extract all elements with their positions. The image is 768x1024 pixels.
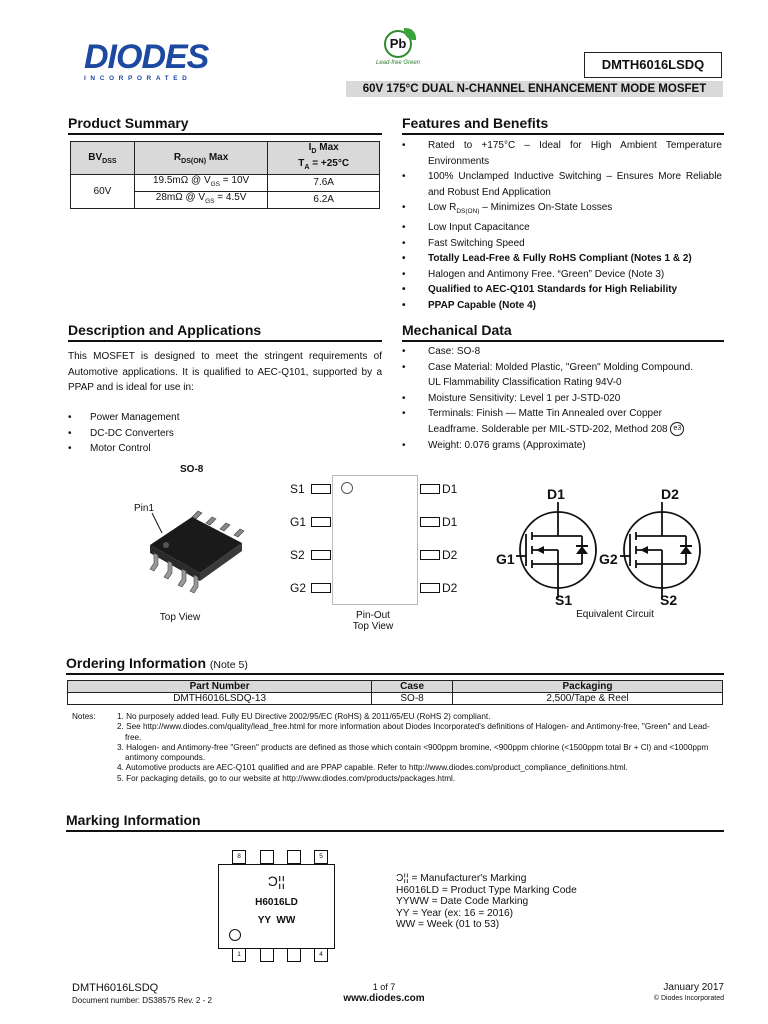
pin1-dot	[229, 929, 241, 941]
marking-line1: H6016LD	[255, 897, 298, 908]
legend-item: YYWW = Date Code Marking	[396, 896, 529, 907]
footer-date: January 2017	[663, 982, 724, 993]
pin-label-left: G2	[290, 581, 307, 595]
marking-pad: 1	[232, 948, 246, 962]
ordering-header: Packaging	[452, 681, 722, 693]
manufacturer-logo-mark: Ɔ¦¦	[267, 873, 286, 889]
lead-free-text: Lead-free Green	[375, 60, 421, 66]
pin-label-right: D1	[442, 515, 458, 529]
marking-pad: 4	[314, 948, 328, 962]
pin-label-left: G1	[290, 515, 307, 529]
note-item: 1. No purposely added lead. Fully EU Directive 2002/95/EC (RoHS) & 2011/65/EU (RoHS 2) compliant.	[117, 712, 491, 721]
e3-mark-icon: e3	[670, 422, 684, 436]
list-item: • 100% Unclamped Inductive Switching – Ensures More Reliable and Robust End Application	[402, 169, 722, 200]
list-item: • Motor Control	[68, 441, 382, 457]
legend-item: YY = Year (ex: 16 = 2016)	[396, 907, 514, 919]
ordering-cell: 2,500/Tape & Reel	[452, 693, 722, 705]
list-item: • Fast Switching Speed	[402, 236, 722, 252]
marking-pad	[287, 948, 301, 962]
pin1-label: Pin1	[134, 503, 155, 514]
notes-label: Notes:	[72, 712, 96, 721]
footer-url[interactable]: www.diodes.com	[343, 993, 425, 1004]
list-item: • Weight: 0.076 grams (Approximate)	[402, 438, 724, 454]
pin-pad	[420, 484, 440, 494]
logo-text: DIODES	[84, 38, 209, 76]
marking-chip	[218, 864, 335, 949]
ordering-title: Ordering Information (Note 5)	[66, 655, 724, 675]
list-item: • Case: SO-8	[402, 344, 724, 360]
marking-pad: 5	[314, 850, 328, 864]
circuit-label-s1: S1	[555, 592, 573, 608]
description-title: Description and Applications	[68, 322, 382, 342]
pin-label-right: D1	[442, 482, 458, 496]
list-item: • Qualified to AEC-Q101 Standards for High Reliability	[402, 282, 722, 298]
description-text: This MOSFET is designed to meet the stringent requirements of Automotive applications. It is qualified to AEC-Q101, supported by a PPAP and is ideal for use in:	[68, 351, 382, 393]
part-number-box: DMTH6016LSDQ	[584, 52, 722, 78]
bvdss-value: 60V	[71, 175, 135, 209]
circuit-label-d2: D2	[661, 486, 679, 502]
id-value: 6.2A	[268, 192, 380, 209]
table-row	[68, 693, 723, 705]
bvdss-header: $BV_{DSS}$	[71, 142, 135, 175]
pin-pad	[311, 550, 331, 560]
notes-list	[117, 712, 723, 784]
footer-doc-number: Document number: DS38575 Rev. 2 - 2	[72, 996, 212, 1005]
pin-label-left: S1	[290, 482, 305, 496]
marking-line2: YY WW	[257, 915, 296, 926]
applications-list	[68, 410, 382, 457]
rdson-value: 19.5mΩ @ $V_{GS} = 10V$	[134, 175, 268, 192]
marking-legend	[396, 873, 696, 931]
product-summary-table	[70, 141, 380, 209]
legend-item: WW = Week (01 to 53)	[396, 919, 500, 930]
ordering-cell: SO-8	[372, 693, 453, 705]
id-header: $I_D$ Max $T_A = +25^\circ C$	[268, 142, 380, 175]
circuit-label-s2: S2	[660, 592, 678, 608]
note-item: 2. See http://www.diodes.com/quality/lead_free.html for more information about Diodes Incorporated's definitions of Halogen- and Antimony-free, "Green" and Lead-free.	[117, 722, 710, 742]
mechanical-list	[402, 344, 724, 453]
legend-item: Ɔ¦¦ = Manufacturer's Marking	[396, 873, 527, 884]
pin-pad	[311, 517, 331, 527]
lead-free-icon: Pb	[384, 30, 412, 58]
id-value: 7.6A	[268, 175, 380, 192]
pin-pad	[311, 484, 331, 494]
document-subtitle: 60V 175°C DUAL N-CHANNEL ENHANCEMENT MODE MOSFET	[346, 81, 723, 97]
list-item: • DC-DC Converters	[68, 426, 382, 442]
pin1-dot	[341, 482, 353, 494]
mechanical-title: Mechanical Data	[402, 322, 724, 342]
logo-subtext: INCORPORATED	[84, 75, 192, 82]
rdson-header: $R_{DS(ON)}$ Max	[134, 142, 268, 175]
list-item: • Halogen and Antimony Free. “Green” Device (Note 3)	[402, 267, 722, 283]
note-item: 4. Automotive products are AEC-Q101 qualified and are PPAP capable. Refer to http://www.diodes.com/product_compliance_definitions.html.	[117, 763, 628, 773]
pin-pad	[311, 583, 331, 593]
diodes-logo	[84, 40, 224, 80]
circuit-label-g1: G1	[496, 551, 515, 567]
table-row	[71, 175, 380, 192]
so8-package-icon	[130, 505, 260, 605]
pinout-caption: Pin-Out Top View	[352, 610, 394, 632]
package-label: SO-8	[180, 464, 204, 475]
list-item: • Low Input Capacitance	[402, 220, 722, 236]
pinout-body	[332, 475, 418, 605]
ordering-header: Part Number	[68, 681, 372, 693]
pin-pad	[420, 550, 440, 560]
pin-label-right: D2	[442, 581, 458, 595]
note-item: 3. Halogen- and Antimony-free "Green" products are defined as those which contain <900ppm bromine, <900ppm chlorine (<1500ppm total Br + Cl) and <1000ppm antimony compounds.	[117, 742, 709, 763]
features-title: Features and Benefits	[402, 115, 724, 135]
equivalent-circuit-caption: Equivalent Circuit	[576, 609, 654, 620]
marking-title: Marking Information	[66, 812, 724, 832]
list-item: • Case Material: Molded Plastic, "Green" Molding Compound. UL Flammability Classification Rating 94V-0	[402, 360, 702, 391]
list-item: • Terminals: Finish — Matte Tin Annealed over Copper Leadframe. Solderable per MIL-STD-202, Method 208 e3	[402, 406, 712, 437]
footer-copyright: © Diodes Incorporated	[653, 995, 724, 1002]
product-summary-title: Product Summary	[68, 115, 382, 135]
list-item: • Totally Lead-Free & Fully RoHS Compliant (Notes 1 & 2)	[402, 251, 722, 267]
ordering-table	[67, 680, 723, 705]
marking-pad	[260, 850, 274, 864]
ordering-cell: DMTH6016LSDQ-13	[68, 693, 372, 705]
note-item: 5. For packaging details, go to our website at http://www.diodes.com/products/packages.html.	[117, 773, 456, 783]
package-top-view-caption: Top View	[159, 612, 201, 623]
list-item: • PPAP Capable (Note 4)	[402, 298, 722, 314]
marking-pad	[260, 948, 274, 962]
circuit-label-g2: G2	[599, 551, 618, 567]
marking-pad: 8	[232, 850, 246, 864]
equivalent-circuit-diagram	[492, 484, 714, 612]
list-item: • Low $R_{DS(ON)}$ – Minimizes On-State Losses	[402, 200, 722, 220]
footer-page-number: 1 of 7	[372, 982, 396, 992]
pin-label-right: D2	[442, 548, 458, 562]
pin-pad	[420, 517, 440, 527]
ordering-header: Case	[372, 681, 453, 693]
list-item: • Rated to +175°C – Ideal for High Ambient Temperature Environments	[402, 138, 722, 169]
list-item: • Power Management	[68, 410, 382, 426]
lead-free-badge	[368, 30, 428, 66]
features-list	[402, 138, 722, 314]
pin-pad	[420, 583, 440, 593]
legend-item: H6016LD = Product Type Marking Code	[396, 884, 577, 896]
circuit-label-d1: D1	[547, 486, 565, 502]
footer-part-number: DMTH6016LSDQ	[72, 982, 159, 994]
pin-label-left: S2	[290, 548, 305, 562]
marking-pad	[287, 850, 301, 864]
rdson-value: 28mΩ @ $V_{GS} = 4.5V$	[134, 192, 268, 209]
list-item: • Moisture Sensitivity: Level 1 per J-STD-020	[402, 391, 724, 407]
